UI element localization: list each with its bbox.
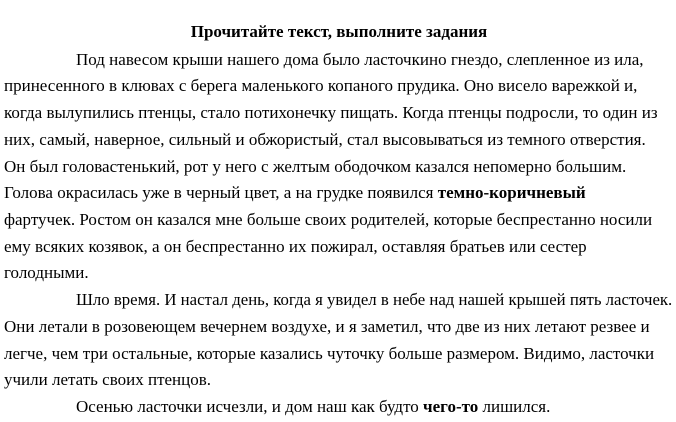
- paragraph-1-line-3: когда вылупились птенцы, стало потихонечку пищать. Когда птенцы подросли, то один из: [4, 103, 658, 122]
- paragraph-1-line-4: них, самый, наверное, сильный и обжористый, стал высовываться из темного отверстия.: [4, 130, 646, 149]
- document-title: Прочитайте текст, выполните задания: [190, 22, 488, 41]
- paragraph-1-line-5: Он был головастенький, рот у него с желтым ободочком казался непомерно большим.: [4, 157, 627, 176]
- paragraph-2-line-3: легче, чем три остальные, которые казались чуточку больше размером. Видимо, ласточки: [4, 344, 655, 363]
- paragraph-2-line-2: Они летали в розовеющем вечернем воздухе, и я заметил, что две из них летают резвее и: [4, 317, 650, 336]
- paragraph-3-text-after: лишился.: [478, 397, 551, 416]
- paragraph-1-line-7: фартучек. Ростом он казался мне больше своих родителей, которые беспрестанно носили: [4, 210, 653, 229]
- paragraph-2-line-1: Шло время. И настал день, когда я увидел в небе над нашей крышей пять ласточек.: [76, 290, 673, 309]
- paragraph-1-line-8: ему всяких козявок, а он беспрестанно их пожирал, оставляя братьев или сестер: [4, 237, 587, 256]
- paragraph-3-line-1: [76, 394, 550, 420]
- paragraph-1-line-6: [4, 180, 586, 206]
- paragraph-1-line-9: голодными.: [4, 263, 89, 282]
- paragraph-1-line-6-text: Голова окрасилась уже в черный цвет, а на грудке появился: [4, 183, 438, 202]
- paragraph-1-line-2: принесенного в клювах с берега маленького копаного прудика. Оно висело варежкой и,: [4, 76, 638, 95]
- paragraph-1-line-1: Под навесом крыши нашего дома было ласточкино гнездо, слепленное из ила,: [76, 50, 644, 69]
- bold-word-something: чего-то: [423, 397, 479, 416]
- paragraph-2-line-4: учили летать своих птенцов.: [4, 370, 212, 389]
- paragraph-3-text-before: Осенью ласточки исчезли, и дом наш как будто: [76, 397, 424, 416]
- bold-phrase-dark-brown: темно-коричневый: [437, 183, 586, 202]
